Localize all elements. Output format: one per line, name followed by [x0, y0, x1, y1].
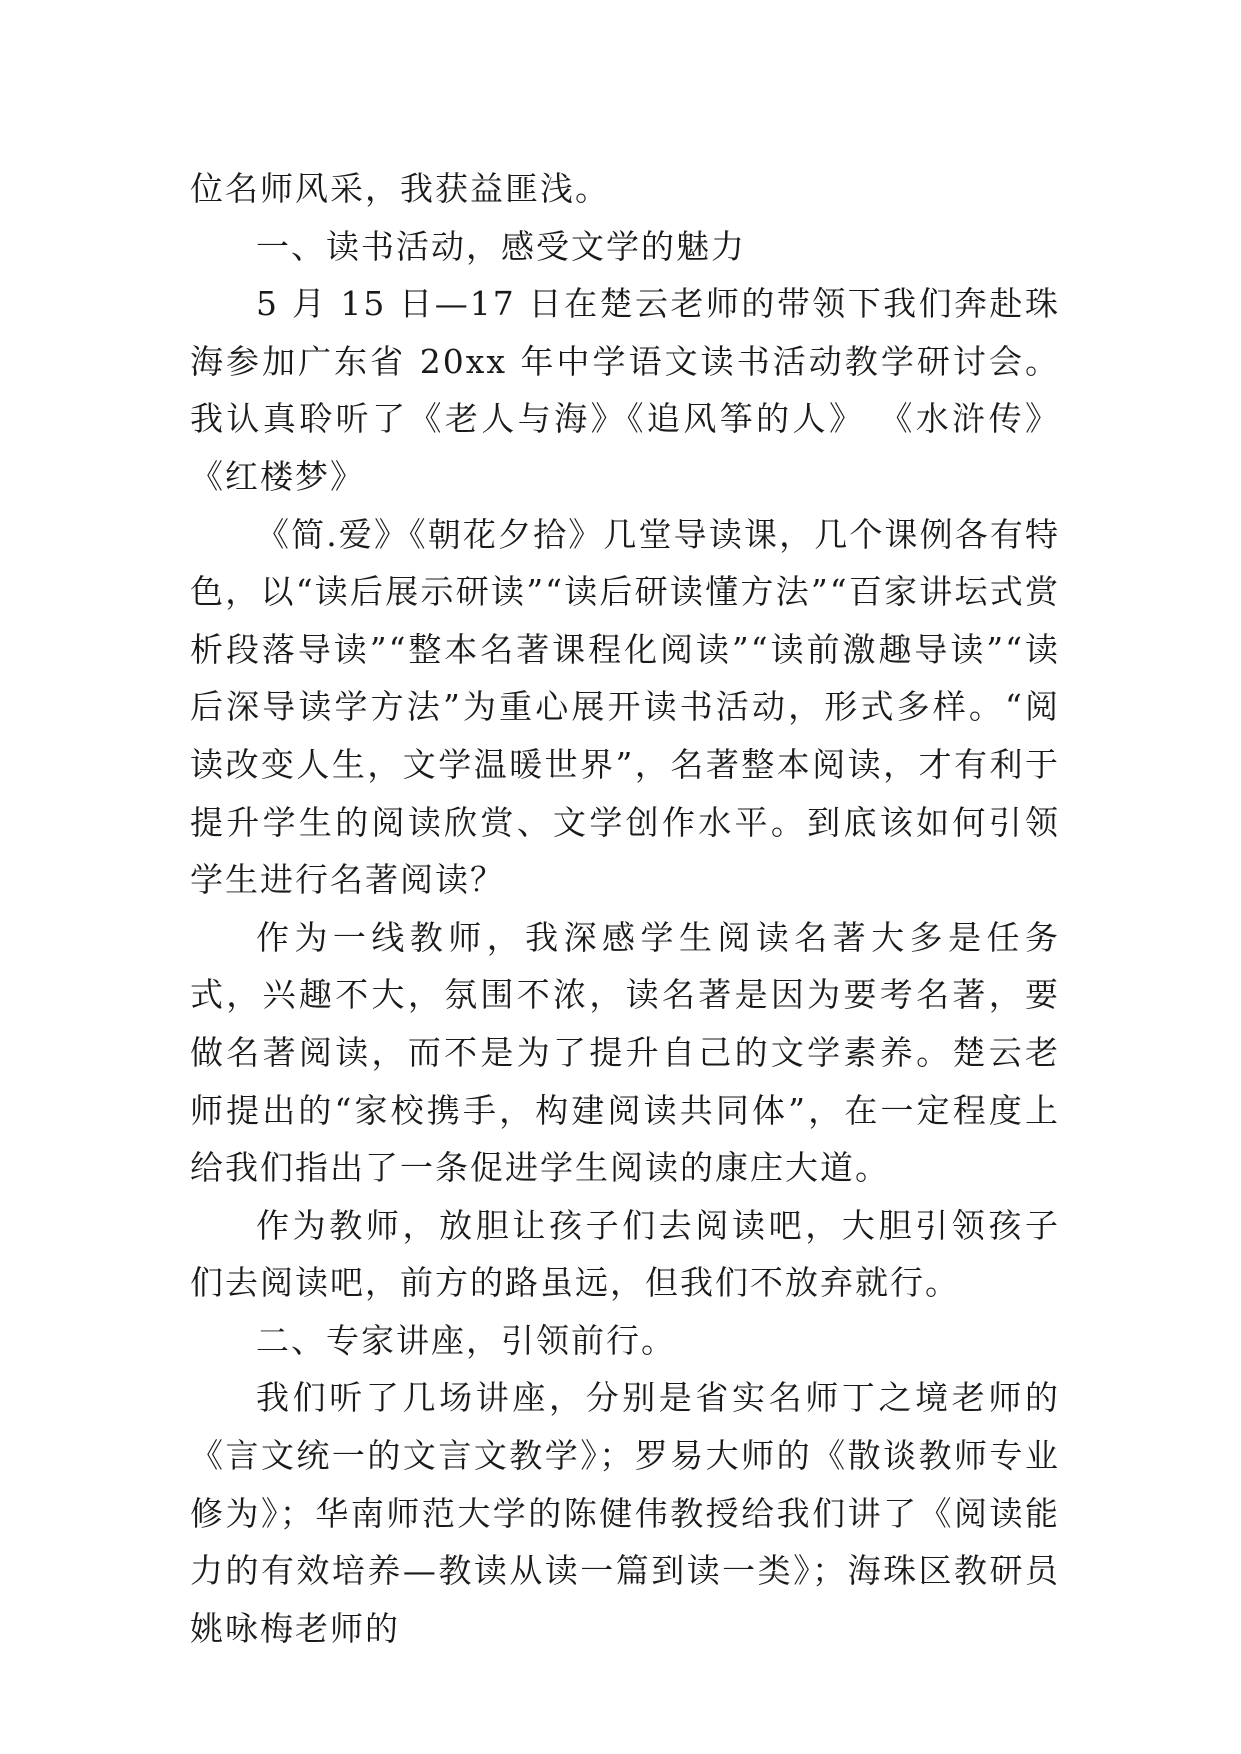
- body-text: [190, 160, 1060, 1657]
- section-heading-reading-activity: 一、读书活动，感受文学的魅力: [256, 226, 746, 266]
- paragraph-1: 位名师风采，我获益匪浅。: [190, 169, 610, 208]
- paragraph-5: 作为一线教师，我深感学生阅读名著大多是任务式，兴趣不大，氛围不浓，读名著是因为要考名著，要做名著阅读，而不是为了提升自己的文学素养。楚云老师提出的“家校携手，构建阅读共同体”，在一定程度上给我们指出了一条促进学生阅读的康庄大道。: [190, 917, 1060, 1188]
- section-heading-expert-lectures: 二、专家讲座，引领前行。: [256, 1320, 676, 1360]
- paragraph-8: 我们听了几场讲座，分别是省实名师丁之境老师的《言文统一的文言文教学》；罗易大师的《散谈教师专业修为》；华南师范大学的陈健伟教授给我们讲了《阅读能力的有效培养—教读从读一篇到读一类》；海珠区教研员姚咏梅老师的: [190, 1378, 1060, 1648]
- paragraph-3: 5 月 15 日—17 日在楚云老师的带领下我们奔赴珠海参加广东省 20xx 年中学语文读书活动教学研讨会。我认真聆听了《老人与海》《追风筝的人》 《水浒传》《红楼梦》: [190, 284, 1060, 496]
- paragraph-6: 作为教师，放胆让孩子们去阅读吧，大胆引领孩子们去阅读吧，前方的路虽远，但我们不放弃就行。: [190, 1205, 1060, 1303]
- paragraph-4: 《简.爱》《朝花夕拾》几堂导读课，几个课例各有特色，以“读后展示研读”“读后研读懂方法”“百家讲坛式赏析段落导读”“整本名著课程化阅读”“读前激趣导读”“读后深导读学方法”为重心展开读书活动，形式多样。“阅读改变人生，文学温暖世界”，名著整本阅读，才有利于提升学生的阅读欣赏、文学创作水平。到底该如何引领学生进行名著阅读？: [190, 514, 1060, 900]
